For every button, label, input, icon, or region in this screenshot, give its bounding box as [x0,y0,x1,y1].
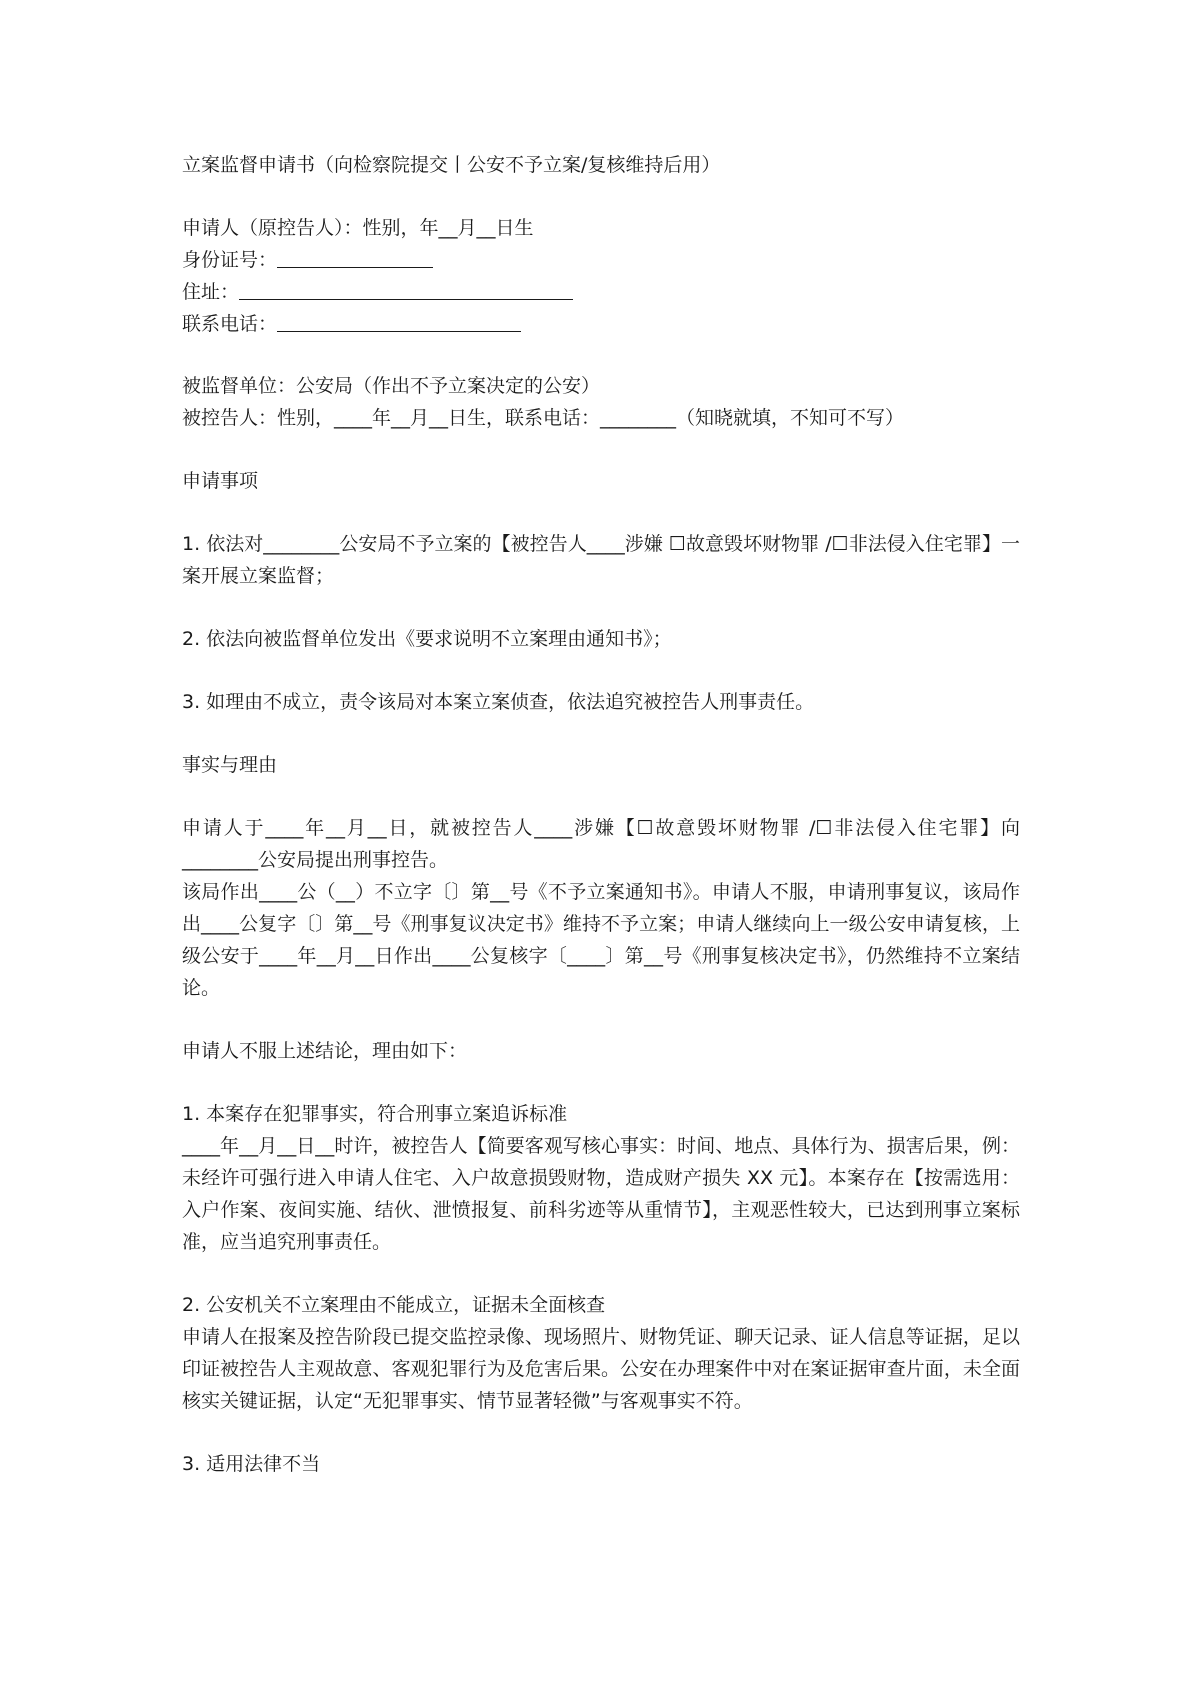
spacer [182,592,1020,623]
phone-line [182,308,1020,340]
accused-line: 被控告人：性别，____年__月__日生，联系电话：________（知晓就填，不知可不写） [182,407,905,429]
document-title: 立案监督申请书（向检察院提交丨公安不予立案/复核维持后用） [182,154,721,176]
phone-label: 联系电话： [182,313,278,335]
reason-2-heading: 2. 公安机关不立案理由不能成立，证据未全面核查 [182,1294,606,1316]
spacer [182,340,1020,370]
spacer [182,781,1020,812]
spacer [182,434,1020,465]
address-label: 住址： [182,281,240,303]
facts-paragraph-1: 申请人于____年__月__日，就被控告人____涉嫌【☐故意毁坏财物罪 /☐非法侵入住宅罪】向________公安局提出刑事控告。 [182,817,1020,871]
request-item-3: 3. 如理由不成立，责令该局对本案立案侦查，依法追究被控告人刑事责任。 [182,691,815,713]
spacer [182,181,1020,212]
reason-1-body: ____年__月__日__时许，被控告人【简要客观写核心事实：时间、地点、具体行为、损害后果，例：未经许可强行进入申请人住宅、入户故意损毁财物，造成财产损失 XX 元】。本案存在【按需选用：入户作案、夜间实施、结伙、泄愤报复、前科劣迹等从重情节】，主观恶性较大，已达到刑事立案标准，应当追究刑事责任。 [182,1135,1020,1253]
spacer [182,655,1020,686]
request-item-2: 2. 依法向被监督单位发出《要求说明不立案理由通知书》； [182,628,672,650]
address-line [182,276,1020,308]
reason-3-heading: 3. 适用法律不当 [182,1453,321,1475]
facts-paragraph-2: 该局作出____公（__）不立字〔〕第__号《不予立案通知书》。申请人不服，申请刑事复议，该局作出____公复字〔〕第__号《刑事复议决定书》维持不予立案；申请人继续向上一级公安申请复核，上级公安于____年__月__日作出____公复核字〔____〕第__号《刑事复核决定书》，仍然维持不立案结论。 [182,881,1020,999]
spacer [182,497,1020,528]
request-item-1: 1. 依法对________公安局不予立案的【被控告人____涉嫌 ☐故意毁坏财物罪 /☐非法侵入住宅罪】一案开展立案监督； [182,533,1020,587]
spacer [182,1258,1020,1289]
facts-paragraph-3: 申请人不服上述结论，理由如下： [182,1040,468,1062]
reason-1-heading: 1. 本案存在犯罪事实，符合刑事立案追诉标准 [182,1103,568,1125]
spacer [182,1004,1020,1035]
id-number-line [182,244,1020,276]
spacer [182,718,1020,749]
reason-2-body: 申请人在报案及控告阶段已提交监控录像、现场照片、财物凭证、聊天记录、证人信息等证据，足以印证被控告人主观故意、客观犯罪行为及危害后果。公安在办理案件中对在案证据审查片面，未全面核实关键证据，认定“无犯罪事实、情节显著轻微”与客观事实不符。 [182,1326,1020,1412]
id-number-label: 身份证号： [182,249,278,271]
id-number-blank [277,245,433,268]
request-heading: 申请事项 [182,470,259,492]
address-blank [239,277,573,300]
spacer [182,1067,1020,1098]
facts-heading: 事实与理由 [182,754,278,776]
applicant-line: 申请人（原控告人）：性别，年__月__日生 [182,217,534,239]
supervised-unit: 被监督单位：公安局（作出不予立案决定的公安） [182,375,601,397]
phone-blank [277,309,521,332]
spacer [182,1417,1020,1448]
